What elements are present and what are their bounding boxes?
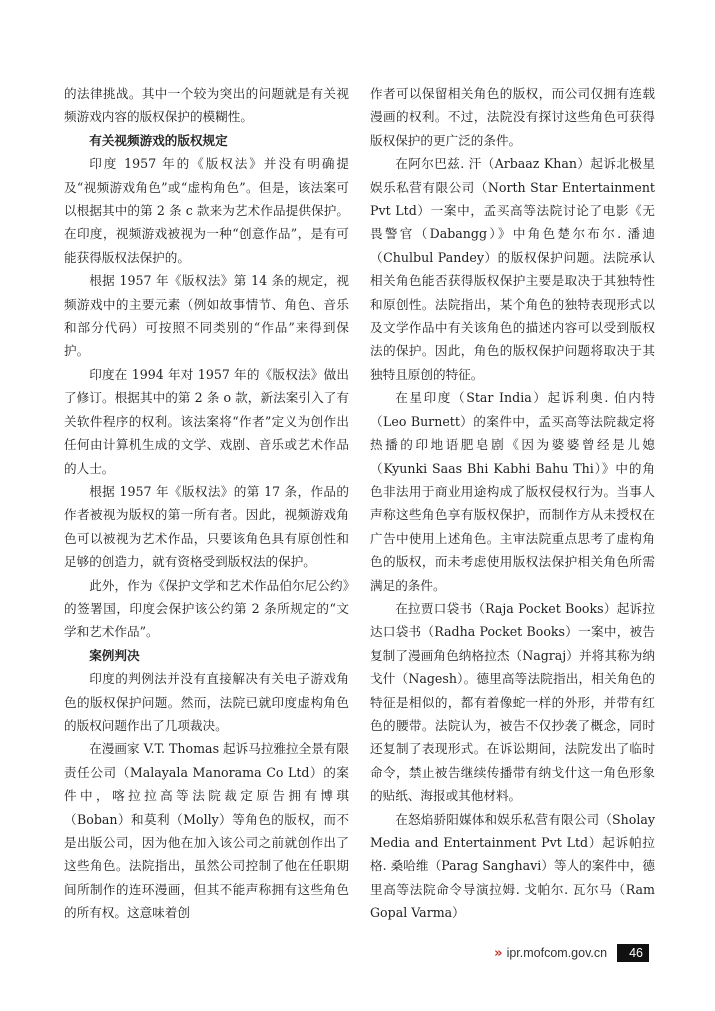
paragraph: 的法律挑战。其中一个较为突出的问题就是有关视频游戏内容的版权保护的模糊性。 [64,86,349,125]
paragraph: 印度在 1994 年对 1957 年的《版权法》做出了修订。根据其中的第 2 条 o 款，新法案引入了有关软件程序的权利。该法案将“作者”定义为创作出任何由计算机生成的文学、戏剧、音乐或艺术作品的人士。 [64,366,349,476]
right-column [370,82,655,925]
left-column [64,82,349,925]
paragraph: 在阿尔巴兹. 汗（Arbaaz Khan）起诉北极星娱乐私营有限公司（North Star Entertainment Pvt Ltd）一案中，孟买高等法院讨论了电影《无畏警官（Dabangg）》中角色楚尔布尔. 潘迪（Chulbul Pandey）的版权保护问题。法院承认相关角色能否获得版权保护主要是取决于其独特性和原创性。法院指出，某个角色的独特表现形式以及文学作品中有关该角色的描述内容可以受到版权法的保护。因此，角色的版权保护问题将取决于其独特且原创的特征。 [370,156,655,382]
paragraph: 根据 1957 年《版权法》的第 17 条，作品的作者被视为版权的第一所有者。因此，视频游戏角色可以被视为艺术作品，只要该角色具有原创性和足够的创造力，就有资格受到版权法的保护。 [64,483,349,570]
paragraph: 在星印度（Star India）起诉利奥. 伯内特（Leo Burnett）的案件中，孟买高等法院裁定将热播的印地语肥皂剧《因为婆婆曾经是儿媳（Kyunki Saas Bhi Kabhi Bahu Thi）》中的角色非法用于商业用途构成了版权侵权行为。当事人声称这些角色享有版权保护，而制作方从未授权在广告中使用上述角色。主审法院重点思考了虚构角色的版权，而未考虑使用版权法保护相关角色所需满足的条件。 [370,390,655,593]
paragraph: 此外，作为《保护文学和艺术作品伯尔尼公约》的签署国，印度会保护该公约第 2 条所规定的“文学和艺术作品”。 [64,577,349,640]
paragraph: 在拉贾口袋书（Raja Pocket Books）起诉拉达口袋书（Radha Pocket Books）一案中，被告复制了漫画角色纳格拉杰（Nagraj）并将其称为纳戈什（Nagesh）。德里高等法院指出，相关角色的特征是相似的，都有着像蛇一样的外形，并带有红色的腰带。法院认为，被告不仅抄袭了概念，同时还复制了表现形式。在诉讼期间，法院发出了临时命令，禁止被告继续传播带有纳戈什这一角色形象的贴纸、海报或其他材料。 [370,600,655,804]
paragraph: 在漫画家 V.T. Thomas 起诉马拉雅拉全景有限责任公司（Malayala Manorama Co Ltd）的案件中，喀拉拉高等法院裁定原告拥有博琪（Boban）和莫利（Molly）等角色的版权，而不是出版公司，因为他在加入该公司之前就创作出了这些角色。法院指出，虽然公司控制了他在任职期间所制作的连环漫画，但其不能声称拥有这些角色的所有权。这意味着创 [64,741,349,921]
site-url: ipr.mofcom.gov.cn [506,946,608,960]
paragraph: 印度 1957 年的《版权法》并没有明确提及“视频游戏角色”或“虚构角色”。但是，该法案可以根据其中的第 2 条 c 款来为艺术作品提供保护。在印度，视频游戏被视为一种“创意作品”，是有可能获得版权法保护的。 [64,156,349,265]
section-heading: 案例判决 [89,647,140,663]
section-heading: 有关视频游戏的版权规定 [89,132,228,148]
page-number: 46 [617,944,649,962]
paragraph: 印度的判例法并没有直接解决有关电子游戏角色的版权保护问题。然而，法院已就印度虚构角色的版权问题作出了几项裁决。 [64,671,349,733]
page-footer [494,944,649,962]
paragraph: 在怒焰骄阳媒体和娱乐私营有限公司（Sholay Media and Entertainment Pvt Ltd）起诉帕拉格. 桑哈维（Parag Sanghavi）等人的案件中，德里高等法院命令导演拉姆. 戈帕尔. 瓦尔马（Ram Gopal Varma） [370,811,655,921]
double-arrow-icon: » [494,945,503,961]
paragraph: 作者可以保留相关角色的版权，而公司仅拥有连载漫画的权利。不过，法院没有探讨这些角色可获得版权保护的更广泛的条件。 [370,86,655,148]
paragraph: 根据 1957 年《版权法》第 14 条的规定，视频游戏中的主要元素（例如故事情节、角色、音乐和部分代码）可按照不同类别的“作品”来得到保护。 [64,273,349,359]
